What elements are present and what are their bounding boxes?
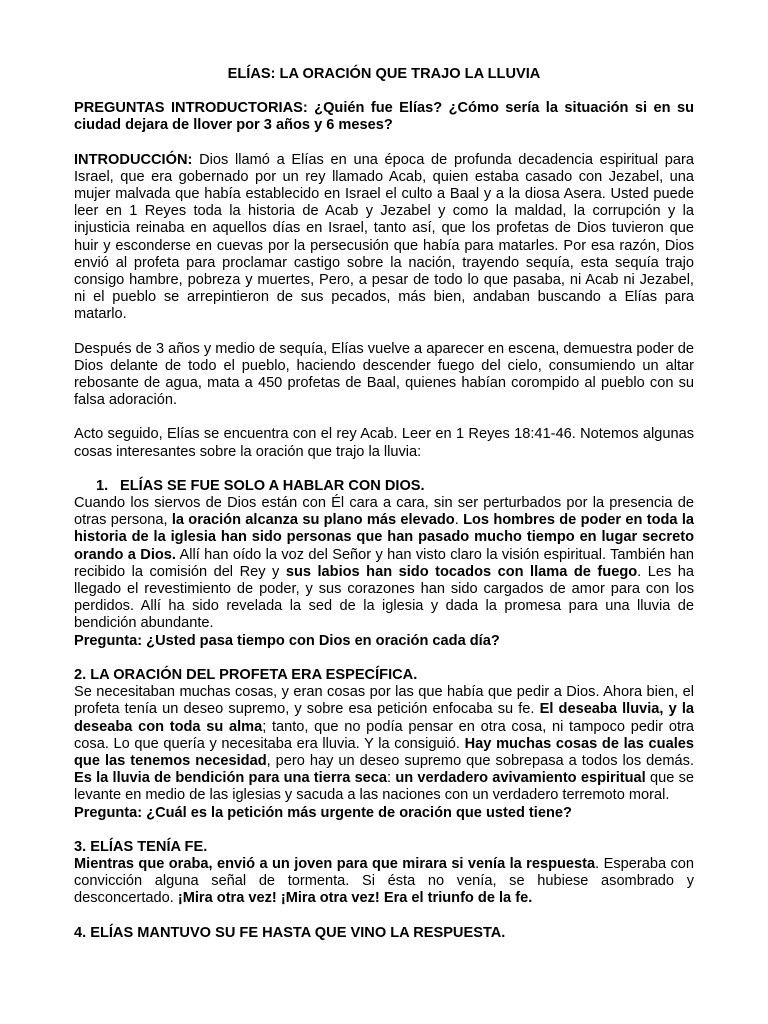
section-3-heading: 3. ELÍAS TENÍA FE. [74,838,208,855]
s1-text-1: Cuando los siervos de Dios están con Él cara a cara, sin ser perturbados por la presencia de otras persona, [74,495,694,529]
section-1-number: 1. [96,477,109,494]
introductory-questions: PREGUNTAS INTRODUCTORIAS: ¿Quién fue Elías? ¿Cómo sería la situación si en su ciudad dejara de llover por 3 años y 6 meses? [74,100,694,134]
s2-bold-2: Hay muchas cosas de las cuales que las tenemos necesidad [74,735,694,769]
introduction-paragraph [74,152,694,324]
s2-bold-3: Es la lluvia de bendición para una tierra seca [74,770,388,787]
s2-bold-1: El deseaba lluvia, y la deseaba con toda su alma [74,701,695,735]
s1-text-2: . [454,512,464,529]
s1-text-3: Allí han oído la voz del Señor y han visto claro la visión espiritual. También han recibido la comisión del Rey y [74,546,694,580]
paragraph-drought: Después de 3 años y medio de sequía, Elías vuelve a aparecer en escena, demuestra poder de Dios delante de todo el pueblo, haciendo descender fuego del cielo, consumiendo un altar rebosante de agua, mata a 450 profetas de Baal, quienes habían corompido al pueblo con su falsa adoración. [74,340,694,409]
s2-text-1: Se necesitaban muchas cosas, y eran cosas por las que había que pedir a Dios. Ahora bien, el profeta tenía un deseo supremo, y sobre esa petición enfocaba su fe. [74,684,694,718]
section-1-heading [74,478,694,495]
section-2-question: Pregunta: ¿Cuál es la petición más urgente de oración que usted tiene? [74,804,572,821]
s2-text-5: que se levante en medio de las iglesias y sacuda a las naciones con un verdadero terremoto moral. [74,770,694,804]
s1-bold-2: Los hombres de poder en toda la historia de la iglesia han sido personas que han pasado mucho tiempo en lugar secreto orando a Dios. [74,512,694,563]
document-title: ELÍAS: LA ORACIÓN QUE TRAJO LA LLUVIA [227,66,541,82]
section-4-heading: 4. ELÍAS MANTUVO SU FE HASTA QUE VINO LA RESPUESTA. [74,924,506,941]
introduction-label: INTRODUCCIÓN: [74,151,193,168]
section-2-body [74,684,694,804]
section-1-heading-text: ELÍAS SE FUE SOLO A HABLAR CON DIOS. [120,477,425,494]
s2-text-4: : [387,770,396,787]
s1-text-4: . Les ha llegado el revestimiento de poder, y sus corazones han sido cargados de amor para con los perdidos. Allí ha sido revelada la sed de la iglesia y dada la promesa para una lluvia de bendición abundante. [74,563,694,632]
s1-bold-1: la oración alcanza su plano más elevado [171,512,455,529]
s1-bold-3: sus labios han sido tocados con llama de fuego [285,563,638,580]
section-1-body [74,495,694,633]
s2-text-3: , pero hay un deseo supremo que sobrepasa a todos los demás. [266,752,694,769]
s3-text-1: . Esperaba con convicción alguna señal de tormenta. Si ésta no venía, se hubiese asombrado y desconcertado. [74,855,694,907]
s2-text-2: ; tanto, que no podía pensar en otra cosa, ni tampoco pedir otra cosa. Lo que quería y necesitaba era lluvia. Y la consiguió. [74,718,694,752]
document-page [74,66,694,942]
s2-bold-4: un verdadero avivamiento espiritual [395,770,646,787]
paragraph-acab: Acto seguido, Elías se encuentra con el rey Acab. Leer en 1 Reyes 18:41-46. Notemos algunas cosas interesantes sobre la oración que trajo la lluvia: [74,426,694,460]
section-1-question: Pregunta: ¿Usted pasa tiempo con Dios en oración cada día? [74,632,500,649]
section-2-heading: 2. LA ORACIÓN DEL PROFETA ERA ESPECÍFICA. [74,666,418,683]
section-3-body [74,856,694,908]
introduction-text: Dios llamó a Elías en una época de profunda decadencia espiritual para Israel, que era gobernado por un rey llamado Acab, quien estaba casado con Jezabel, una mujer malvada que había establecido en Israel el culto a Baal y a la diosa Asera. Usted puede leer en 1 Reyes toda la historia de Acab y Jezabel y como la maldad, la corrupción y la injusticia reinaba en aquellos días en Israel, tanto así, que los profetas de Dios tuvieron que huir y esconderse en cuevas por la persecusión que había para matarles. Por esa razón, Dios envió al profeta para proclamar castigo sobre la nación, trayendo sequía, esta sequía trajo consigo hambre, pobreza y muertes, Pero, a pesar de todo lo que pasaba, ni Acab ni Jezabel, ni el pueblo se arrepintieron de sus pecados, más bien, andaban buscando a Elías para matarlo. [74,151,694,323]
s3-bold-1: Mientras que oraba, envió a un joven para que mirara si venía la respuesta [74,855,596,872]
s3-bold-2: ¡Mira otra vez! ¡Mira otra vez! Era el triunfo de la fe. [177,890,533,907]
